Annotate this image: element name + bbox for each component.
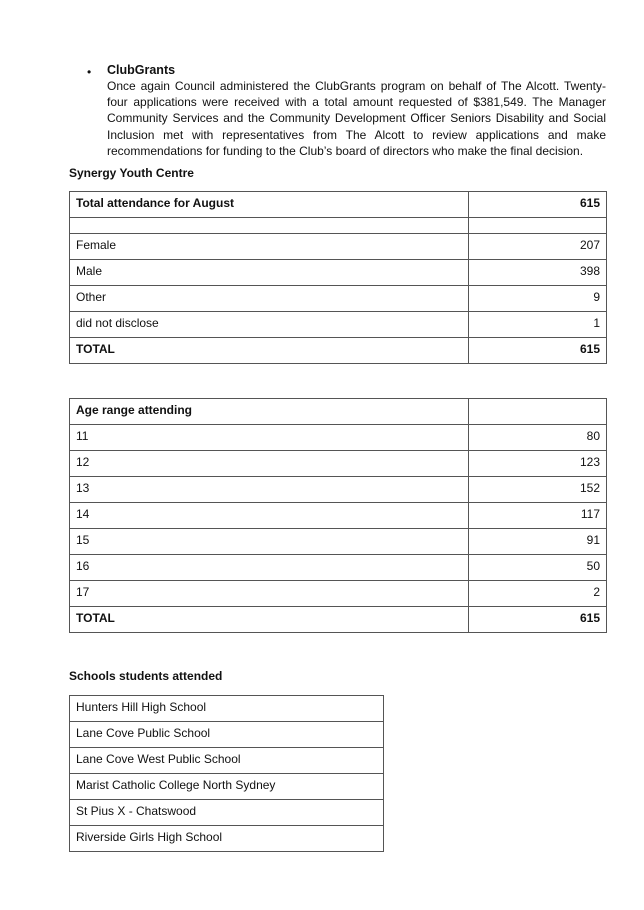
schools-heading: Schools students attended — [69, 669, 223, 683]
age-header-label: Age range attending — [70, 399, 469, 425]
attendance-spacer-row — [70, 218, 607, 234]
age-row-value: 91 — [469, 529, 607, 555]
attendance-header-value: 615 — [469, 192, 607, 218]
attendance-row-label: Female — [70, 234, 469, 260]
age-row-value: 123 — [469, 451, 607, 477]
attendance-row-value: 9 — [469, 286, 607, 312]
school-name: Hunters Hill High School — [70, 696, 384, 722]
attendance-row-label: did not disclose — [70, 312, 469, 338]
bullet-dot: • — [87, 65, 92, 79]
attendance-header-label: Total attendance for August — [70, 192, 469, 218]
attendance-row-label: Other — [70, 286, 469, 312]
table-row — [70, 748, 384, 774]
age-header-value — [469, 399, 607, 425]
attendance-total-row — [70, 338, 607, 364]
attendance-row-label: Male — [70, 260, 469, 286]
school-name: Marist Catholic College North Sydney — [70, 774, 384, 800]
age-row-label: 17 — [70, 581, 469, 607]
table-row — [70, 696, 384, 722]
attendance-spacer-cell — [70, 218, 469, 234]
age-total-label: TOTAL — [70, 607, 469, 633]
table-row — [70, 826, 384, 852]
attendance-total-label: TOTAL — [70, 338, 469, 364]
age-range-table — [69, 398, 607, 633]
age-header-row — [70, 399, 607, 425]
table-row — [70, 529, 607, 555]
schools-table — [69, 695, 384, 852]
age-total-row — [70, 607, 607, 633]
school-name: Riverside Girls High School — [70, 826, 384, 852]
table-row — [70, 774, 384, 800]
table-row — [70, 260, 607, 286]
age-row-label: 14 — [70, 503, 469, 529]
age-row-label: 11 — [70, 425, 469, 451]
clubgrants-body: Once again Council administered the ClubGrants program on behalf of The Alcott. Twenty-four applications were received with a total amount requested of $381,549. The Manager Community Services and the Community Development Officer Seniors Disability and Social Inclusion met with representatives from The Alcott to review applications and make recommendations for funding to the Club’s board of directors who make the final decision. — [107, 79, 606, 158]
age-row-value: 152 — [469, 477, 607, 503]
table-row — [70, 555, 607, 581]
table-row — [70, 451, 607, 477]
school-name: Lane Cove West Public School — [70, 748, 384, 774]
school-name: Lane Cove Public School — [70, 722, 384, 748]
attendance-row-value: 398 — [469, 260, 607, 286]
age-row-label: 12 — [70, 451, 469, 477]
age-row-value: 2 — [469, 581, 607, 607]
table-row — [70, 722, 384, 748]
clubgrants-content — [107, 62, 606, 159]
age-row-label: 15 — [70, 529, 469, 555]
attendance-row-value: 1 — [469, 312, 607, 338]
table-row — [70, 477, 607, 503]
age-row-value: 117 — [469, 503, 607, 529]
table-row — [70, 425, 607, 451]
age-row-label: 13 — [70, 477, 469, 503]
attendance-total-value: 615 — [469, 338, 607, 364]
age-total-value: 615 — [469, 607, 607, 633]
clubgrants-title: ClubGrants — [107, 63, 176, 77]
age-row-label: 16 — [70, 555, 469, 581]
age-row-value: 80 — [469, 425, 607, 451]
attendance-table — [69, 191, 607, 364]
table-row — [70, 286, 607, 312]
table-row — [70, 800, 384, 826]
age-row-value: 50 — [469, 555, 607, 581]
table-row — [70, 234, 607, 260]
attendance-spacer-cell — [469, 218, 607, 234]
table-row — [70, 503, 607, 529]
table-row — [70, 581, 607, 607]
school-name: St Pius X - Chatswood — [70, 800, 384, 826]
attendance-header-row — [70, 192, 607, 218]
table-row — [70, 312, 607, 338]
attendance-row-value: 207 — [469, 234, 607, 260]
synergy-heading: Synergy Youth Centre — [69, 166, 194, 180]
